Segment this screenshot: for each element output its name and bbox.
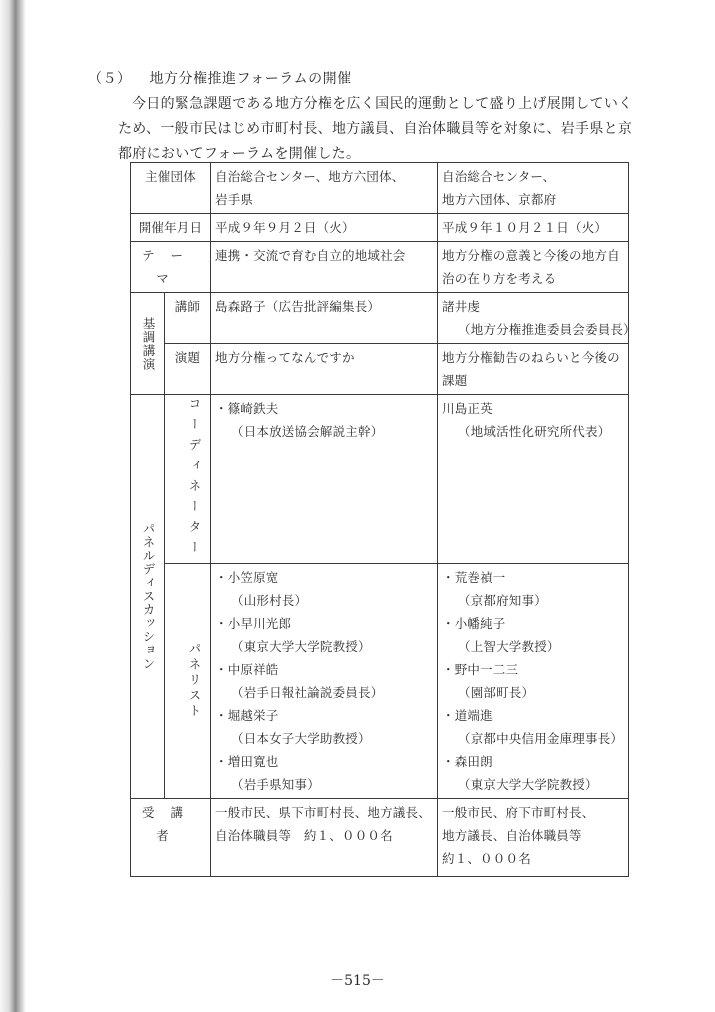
organizer-kyoto (438, 163, 629, 214)
keynote-topic-row (131, 344, 629, 395)
section-heading (88, 68, 352, 88)
panelist-name: ・堀越栄子 (215, 708, 279, 723)
theme-iwate: 連携・交流で育む自立的地域社会 (211, 242, 438, 293)
panelist-name: ・野中一二三 (442, 662, 519, 677)
theme-kyoto-line: 治の在り方を考える (442, 271, 557, 286)
organizer-kyoto-line: 自治総合センター、 (442, 169, 556, 184)
panelist-name: ・中原祥皓 (215, 662, 279, 677)
organizer-row (131, 163, 629, 214)
attendees-kyoto-line: 一般市民、府下市町村長、 (442, 805, 595, 820)
lecturer-label: 講師 (165, 293, 211, 344)
panelist-title: （上智大学教授） (458, 639, 560, 654)
attendees-row (131, 799, 629, 877)
panelist-name: ・増田寛也 (215, 754, 279, 769)
panelists-iwate (211, 564, 438, 799)
date-kyoto: 平成９年１０月２１日（火） (438, 214, 629, 242)
panelist-title: （東京大学大学院教授） (458, 777, 598, 792)
panelist-row (131, 564, 629, 799)
organizer-kyoto-line: 地方六団体、京都府 (442, 192, 557, 207)
coordinator-row (131, 395, 629, 564)
lecturer-iwate: 島森路子（広告批評編集長） (211, 293, 438, 344)
intro-paragraph: 今日的緊急課題である地方分権を広く国民的運動として盛り上げ展開していくため、一般市民はじめ市町村長、地方議員、自治体職員等を対象に、岩手県と京都府においてフォーラムを開催した。 (118, 96, 633, 162)
panelist-name: ・小笠原宽 (215, 570, 279, 585)
organizer-label: 主催団体 (131, 163, 211, 214)
date-iwate: 平成９年９月２日（火） (211, 214, 438, 242)
coordinator-iwate-title: （日本放送協会解説主幹） (231, 424, 384, 439)
topic-iwate: 地方分権ってなんですか (211, 344, 438, 395)
attendees-label: 受講者 (131, 799, 211, 877)
attendees-kyoto-line: 約１、０００名 (442, 851, 531, 866)
attendees-iwate-line: 一般市民、県下市町村長、地方議長、 (215, 805, 431, 820)
section-number: （５） (88, 71, 132, 87)
panelists-kyoto (438, 564, 629, 799)
lecturer-kyoto-title: （地方分権推進委員会委員長） (458, 322, 636, 337)
attendees-kyoto-line: 地方議長、自治体職員等 (442, 828, 582, 843)
coordinator-kyoto (438, 395, 629, 564)
panelist-title: （京都府知事） (458, 593, 547, 608)
panelist-title: （岩手日報社論説委員長） (231, 685, 384, 700)
section-title: 地方分権推進フォーラムの開催 (149, 71, 352, 87)
panelist-title: （園部町長） (458, 685, 535, 700)
panelist-name: ・小幡純子 (442, 616, 506, 631)
organizer-iwate (211, 163, 438, 214)
theme-label: テーマ (131, 242, 211, 293)
keynote-group-label: 基調講演 (131, 293, 165, 395)
panelist-name: ・道端進 (442, 708, 493, 723)
theme-row (131, 242, 629, 293)
coordinator-iwate (211, 395, 438, 564)
keynote-lecturer-row (131, 293, 629, 344)
coordinator-label: コーディネーター (165, 395, 211, 564)
coordinator-kyoto-title: （地域活性化研究所代表） (458, 424, 611, 439)
coordinator-kyoto-name: 川島正英 (442, 401, 493, 416)
date-row (131, 214, 629, 242)
coordinator-iwate-name: ・篠崎鉄夫 (215, 401, 279, 416)
lecturer-kyoto-name: 諸井虔 (442, 299, 481, 314)
panelist-name: ・小早川光郎 (215, 616, 292, 631)
panelist-title: （京都中央信用金庫理事長） (458, 731, 624, 746)
page-number: －515－ (330, 973, 385, 989)
topic-kyoto (438, 344, 629, 395)
attendees-iwate (211, 799, 438, 877)
forum-table (130, 162, 636, 877)
topic-label: 演題 (165, 344, 211, 395)
attendees-kyoto (438, 799, 629, 877)
theme-kyoto (438, 242, 629, 293)
organizer-iwate-line: 岩手県 (215, 192, 254, 207)
topic-kyoto-line: 課題 (442, 373, 468, 388)
lecturer-kyoto (438, 293, 636, 344)
attendees-iwate-line: 自治体職員等 約１、０００名 (215, 828, 393, 843)
panelist-label: パネリスト (165, 564, 211, 799)
panelist-title: （東京大学大学院教授） (231, 639, 371, 654)
topic-kyoto-line: 地方分権勧告のねらいと今後の (442, 350, 620, 365)
panelist-name: ・荒巻禎一 (442, 570, 506, 585)
panel-group-label: パネルディスカッション (131, 395, 165, 799)
panelist-title: （日本女子大学助教授） (231, 731, 371, 746)
panelist-name: ・森田朗 (442, 754, 493, 769)
panelist-title: （岩手県知事） (231, 777, 320, 792)
organizer-iwate-line: 自治総合センター、地方六団体、 (215, 169, 405, 184)
date-label: 開催年月日 (131, 214, 211, 242)
theme-kyoto-line: 地方分権の意義と今後の地方自 (442, 248, 620, 263)
panelist-title: （山形村長） (231, 593, 308, 608)
